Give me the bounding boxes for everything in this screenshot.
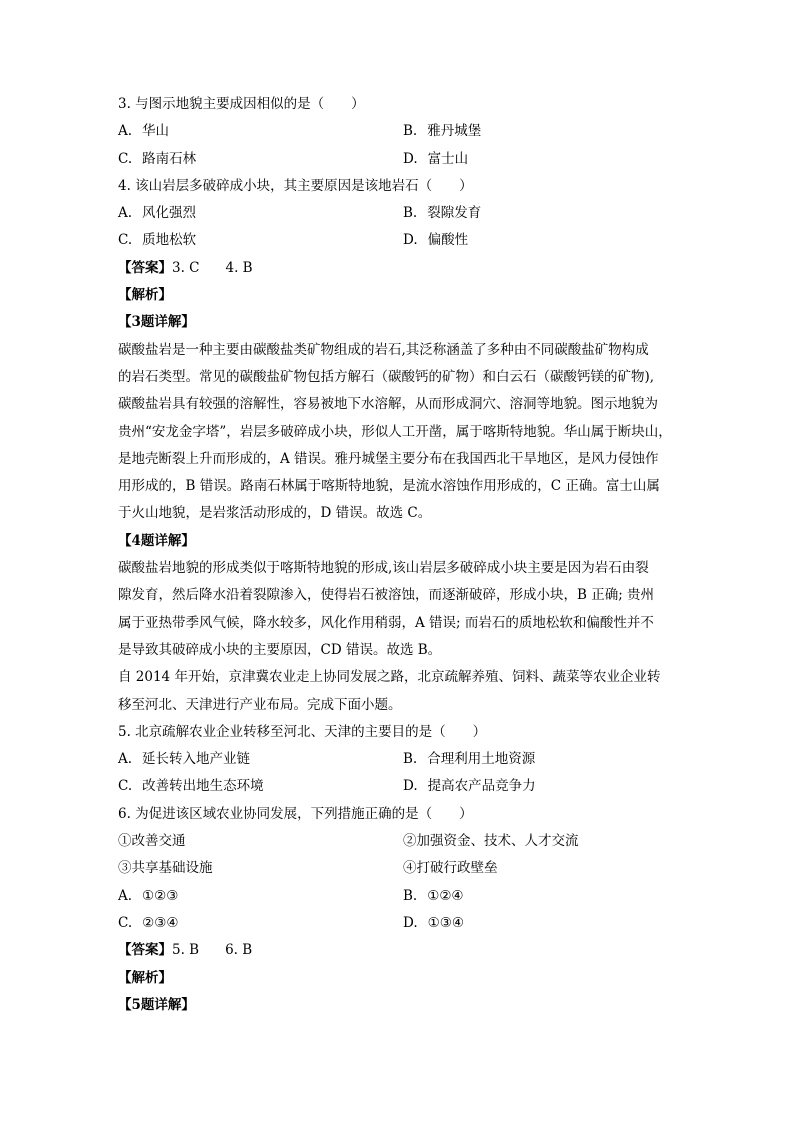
option-5a: [118, 746, 403, 773]
question-4-options-row-1: [118, 200, 688, 227]
option-text: 提高农产品竞争力: [427, 778, 536, 795]
option-text: ①②③: [142, 887, 179, 904]
analysis-label-2: 【解析】: [118, 969, 172, 986]
option-5b: [403, 746, 688, 773]
paragraph-line: 属于亚热带季风气候，降水较多，风化作用稍弱，A 错误; 而岩石的质地松软和偏酸性并不: [118, 614, 654, 631]
option-letter: A.: [118, 123, 133, 140]
paragraph-line: 是地壳断裂上升而形成的，A 错误。雅丹城堡主要分布在我国西北干旱地区，是风力侵蚀作: [118, 450, 659, 467]
option-5c: [118, 773, 403, 800]
option-3b: [403, 118, 688, 145]
answer-line-1: [118, 255, 688, 282]
paragraph-line: 碳酸盐岩是一种主要由碳酸盐类矿物组成的岩石,其泛称涵盖了多种由不同碳酸盐矿物构成: [118, 341, 649, 358]
option-text: 偏酸性: [427, 232, 469, 249]
option-letter: A.: [118, 751, 133, 768]
question-6-options-row-1: [118, 883, 688, 910]
option-letter: D.: [403, 232, 418, 249]
option-letter: C.: [118, 914, 133, 931]
question-3-options-row-1: [118, 118, 688, 145]
paragraph-line: 移至河北、天津进行产业布局。完成下面小题。: [118, 696, 402, 713]
option-text: 华山: [142, 123, 170, 140]
paragraph-line: 碳酸盐岩地貌的形成类似于喀斯特地貌的形成,该山岩层多破碎成小块主要是因为岩石由裂: [118, 560, 649, 577]
option-text: 合理利用土地资源: [427, 751, 536, 768]
measure-2: ②加强资金、技术、人才交流: [403, 833, 579, 850]
question-5-options-row-1: [118, 746, 688, 773]
option-letter: B.: [403, 751, 418, 768]
option-text: 路南石林: [142, 150, 197, 167]
option-text: 改善转出地生态环境: [142, 778, 264, 795]
option-letter: B.: [403, 123, 418, 140]
option-text: 雅丹城堡: [427, 123, 482, 140]
option-text: ①③④: [427, 914, 464, 931]
option-text: 质地松软: [142, 232, 197, 249]
context-paragraph: [118, 664, 688, 719]
question-6-stem: 6. 为促进该区域农业协同发展，下列措施正确的是（ ）: [118, 805, 473, 822]
option-letter: C.: [118, 232, 133, 249]
paragraph-line: 碳酸盐岩具有较强的溶解性，容易被地下水溶解，从而形成洞穴、溶洞等地貌。图示地貌为: [118, 396, 658, 413]
option-letter: D.: [403, 778, 418, 795]
option-3c: [118, 146, 403, 173]
question-5-stem: 5. 北京疏解农业企业转移至河北、天津的主要目的是（ ）: [118, 723, 487, 740]
option-5d: [403, 773, 688, 800]
answer-3: 3. C: [172, 259, 200, 276]
analysis-label-1: 【解析】: [118, 287, 172, 304]
option-letter: A.: [118, 205, 133, 222]
option-letter: C.: [118, 150, 133, 167]
detail-3-paragraph: [118, 337, 688, 528]
question-4-options-row-2: [118, 227, 688, 254]
option-text: ①②④: [427, 887, 464, 904]
paragraph-line: 于火山地貌，是岩浆活动形成的，D 错误。故选 C。: [118, 505, 432, 522]
option-3a: [118, 118, 403, 145]
option-text: 裂隙发育: [427, 205, 482, 222]
option-4b: [403, 200, 688, 227]
question-3-stem: 3. 与图示地貌主要成因相似的是（ ）: [118, 96, 365, 112]
option-4d: [403, 227, 688, 254]
option-6a: [118, 883, 403, 910]
question-4-stem: 4. 该山岩层多破碎成小块，其主要原因是该地岩石（ ）: [118, 177, 473, 194]
option-text: 富士山: [427, 150, 469, 167]
option-letter: D.: [403, 914, 418, 931]
question-6-measures-row-1: [118, 828, 688, 855]
option-letter: C.: [118, 778, 133, 795]
detail-4-label: 【4题详解】: [118, 532, 195, 549]
paragraph-line: 贵州“安龙金字塔”，岩层多破碎成小块，形似人工开凿，属于喀斯特地貌。华山属于断块山，: [118, 423, 672, 440]
option-letter: A.: [118, 887, 133, 904]
answer-5: 5. B: [172, 942, 200, 959]
question-5-options-row-2: [118, 773, 688, 800]
detail-4-paragraph: [118, 555, 688, 664]
paragraph-line: 的岩石类型。常见的碳酸盐矿物包括方解石（碳酸钙的矿物）和白云石（碳酸钙镁的矿物),: [118, 368, 655, 385]
question-3-options-row-2: [118, 146, 688, 173]
answer-line-2: [118, 937, 688, 964]
detail-5-label: 【5题详解】: [118, 996, 195, 1013]
paragraph-line: 用形成的，B 错误。路南石林属于喀斯特地貌，是流水溶蚀作用形成的，C 正确。富士山属: [118, 478, 660, 495]
detail-3-label: 【3题详解】: [118, 314, 195, 331]
question-6-measures-row-2: [118, 855, 688, 882]
option-text: 风化强烈: [142, 205, 197, 222]
option-letter: B.: [403, 205, 418, 222]
option-text: 延长转入地产业链: [142, 751, 251, 768]
measure-4: ④打破行政壁垒: [403, 860, 498, 877]
answer-label: 【答案】: [118, 259, 172, 276]
option-letter: B.: [403, 887, 418, 904]
paragraph-line: 是导致其破碎成小块的主要原因，CD 错误。故选 B。: [118, 641, 442, 658]
option-6c: [118, 910, 403, 937]
measure-3: ③共享基础设施: [118, 860, 213, 877]
option-4c: [118, 227, 403, 254]
answer-4: 4. B: [225, 259, 253, 276]
document-page: [118, 91, 688, 1019]
paragraph-line: 隙发育，然后降水沿着裂隙渗入，使得岩石被溶蚀，而逐渐破碎，形成小块，B 正确; 贵州: [118, 587, 655, 604]
option-6b: [403, 883, 688, 910]
paragraph-line: 自 2014 年开始，京津冀农业走上协同发展之路，北京疏解养殖、饲料、蔬菜等农业企业转: [118, 669, 661, 686]
question-6-options-row-2: [118, 910, 688, 937]
option-text: ②③④: [142, 914, 179, 931]
answer-6: 6. B: [225, 942, 253, 959]
option-letter: D.: [403, 150, 418, 167]
option-6d: [403, 910, 688, 937]
answer-label: 【答案】: [118, 942, 172, 959]
option-3d: [403, 146, 688, 173]
option-4a: [118, 200, 403, 227]
measure-1: ①改善交通: [118, 833, 186, 850]
